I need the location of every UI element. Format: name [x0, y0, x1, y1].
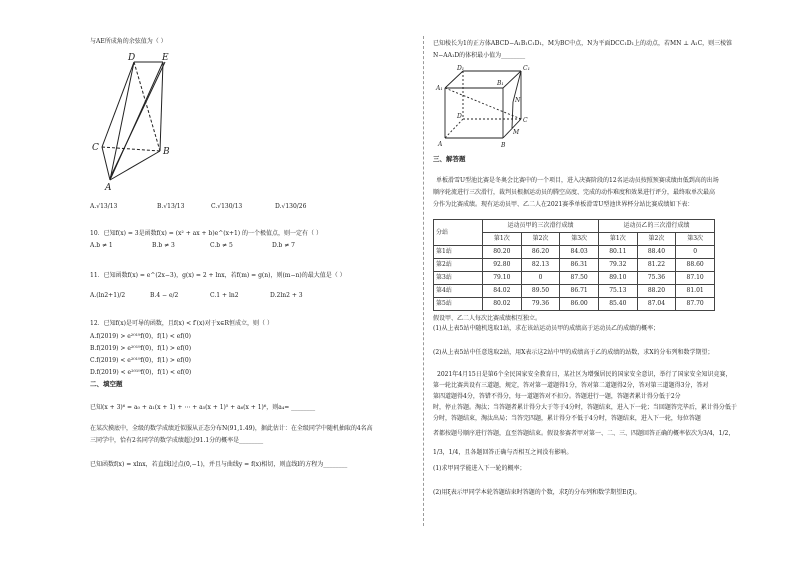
fill-15: 已知函数f(x) = xlnx，若直线l过点(0,−1)，并且与曲线y = f(x)相切，则直线l的方程为________: [90, 461, 348, 468]
p18-question-1: (1)求甲同学能进入下一轮的概率；: [433, 465, 526, 472]
label-c: C: [92, 143, 99, 153]
table-subheader: 第1次: [598, 233, 637, 246]
table-cell: 86.31: [560, 259, 599, 272]
q12-choice-b: B.f(2019) > e²⁰¹⁹f(0)，f(1) > ef(0): [90, 345, 192, 352]
p18-line7: 1/3，1/4，且各题回答正确与否相互之间没有影响。: [433, 449, 573, 456]
table-cell: 84.03: [560, 246, 599, 259]
edge-eb-2: [110, 62, 165, 178]
table-cell: 75.36: [637, 272, 676, 285]
p18-line3: 第四道题得4分，答错不得分，每一道题答对不扣分。答题进行一题，答题者累计得分低于2分: [433, 393, 681, 400]
section-answer-title: 三、解答题: [433, 155, 466, 163]
choice-b: B.√13/13: [157, 203, 185, 210]
edge-da: [110, 62, 134, 180]
label-a1: A₁: [436, 85, 443, 92]
label-n: N: [515, 97, 521, 104]
label-c: C: [523, 117, 528, 124]
p17-line2: 顺序轮流进行三次滑行，裁判员根据运动员的腾空高度、完成的动作难度和效果进行评分，最终取单次最高: [433, 189, 716, 196]
q16-line1: 已知棱长为1的正方体ABCD−A₁B₁C₁D₁，M为BC中点，N为平面DCC₁D₁上的动点，若MN ⊥ A₁C，则三棱锥: [433, 40, 733, 47]
table-cell: 86.00: [560, 298, 599, 311]
label-a: A: [438, 141, 443, 148]
table-row: [434, 298, 715, 311]
table-cell: 79.36: [521, 298, 560, 311]
label-b: B: [163, 147, 170, 157]
question-intro: 与AE所成角的余弦值为（ ）: [90, 38, 167, 45]
table-cell: 88.20: [637, 285, 676, 298]
label-b: B: [501, 142, 506, 149]
table-cell: 79.32: [598, 259, 637, 272]
q12-choice-a: A.f(2019) > e²⁰¹⁹f(0)，f(1) < ef(0): [90, 333, 191, 340]
table-cell: 80.11: [598, 246, 637, 259]
edge-c1b1: [503, 71, 521, 88]
table-row-label: 第1站: [434, 246, 483, 259]
p18-line6: 者都按题号顺序进行答题，直至答题结束。假设参赛者甲对第一、二、三、四题回答正确的概率依次为3/4，1/2，: [433, 430, 735, 437]
choice-d: D.√130/26: [275, 203, 307, 210]
table-cell: 0: [521, 272, 560, 285]
table-subheader: 第1次: [483, 233, 522, 246]
table-row: [434, 259, 715, 272]
cube-figure: [433, 64, 543, 150]
table-cell: 87.70: [676, 298, 715, 311]
label-m: M: [513, 129, 520, 136]
table-subheader: 第3次: [560, 233, 599, 246]
p18-line5: 分时，答题结束，淘汰出局；当答完四题，累计得分不低于4分时，答题结束，进入下一轮，每位答题: [433, 415, 701, 422]
table-header-station: 分站: [434, 220, 483, 246]
fill-14-line1: 在某次摸底中，全级的数学成绩近似服从正态分布N(91,1.49)，据此估计：在全级同学中随机抽取的4名高: [90, 425, 373, 432]
label-b1: B₁: [497, 80, 504, 87]
p17-line3: 分作为比赛成绩。现有运动员甲、乙二人在2021赛季单板滑雪U型池世界杯分站比赛成绩如下表：: [433, 201, 694, 208]
table-cell: 85.40: [598, 298, 637, 311]
edge-da: [445, 119, 463, 138]
p17-question-2: (2)从上表5站中任意选取2站，用X表示这2站中甲的成绩高于乙的成绩的站数，求X的分布列和数学期望；: [433, 349, 714, 356]
table-cell: 86.20: [521, 246, 560, 259]
table-subheader: 第2次: [637, 233, 676, 246]
edge-dc: [102, 62, 134, 147]
table-row-label: 第5站: [434, 298, 483, 311]
fill-14-line2: 三同学中，恰有2名同学的数学成绩超过91.1分的概率是________: [90, 437, 264, 444]
table-cell: 81.01: [676, 285, 715, 298]
edge-cb: [102, 147, 160, 151]
label-d: D: [457, 113, 462, 120]
table-cell: 79.10: [483, 272, 522, 285]
section-fill-title: 二、填空题: [90, 380, 123, 388]
label-c1: C₁: [523, 65, 530, 72]
q10-choice-d: D.b ≠ 7: [272, 242, 296, 249]
edge-ba: [110, 151, 160, 180]
table-cell: 92.80: [483, 259, 522, 272]
table-cell: 89.10: [598, 272, 637, 285]
q10-stem: 10．已知f(x) = 3是函数f(x) = (x² + ax + b)e^(x+1) 的一个极值点，则一定有（ ）: [90, 230, 322, 237]
edge-db: [134, 62, 160, 151]
table-cell: 81.22: [637, 259, 676, 272]
table-cell: 88.60: [676, 259, 715, 272]
table-cell: 80.02: [483, 298, 522, 311]
q12-choice-d: D.f(2019) < e²⁰¹⁹f(0)，f(1) < ef(0): [90, 369, 192, 376]
fill-13: 已知(x + 3)⁶ = a₀ + a₁(x + 1) + ⋯ + a₅(x + 1)⁵ + a₆(x + 1)⁶，则a₄= ________: [90, 404, 316, 411]
table-cell: 0: [676, 246, 715, 259]
table-cell: 87.04: [637, 298, 676, 311]
p17-assumption: 假设甲、乙二人每次比赛成绩相互独立。: [433, 315, 542, 322]
label-d: D: [128, 53, 136, 63]
table-cell: 75.13: [598, 285, 637, 298]
q12-stem: 12．已知f(x)是可导的函数，且f(x) < f′(x)对于x∈R恒成立，则（ ）: [90, 320, 273, 327]
edge-d1a1: [445, 71, 463, 88]
q12-choice-c: C.f(2019) < e²⁰¹⁹f(0)，f(1) > ef(0): [90, 357, 192, 364]
choice-c: C.√130/13: [211, 203, 243, 210]
table-row-label: 第4站: [434, 285, 483, 298]
table-row: [434, 272, 715, 285]
edge-nm: [512, 102, 513, 128]
q11-choice-d: D.2ln2 + 3: [270, 292, 303, 299]
q10-choice-b: B.b ≠ 3: [152, 242, 175, 249]
table-cell: 80.20: [483, 246, 522, 259]
p17-question-1: (1)从上表5站中随机选取1站，求在该站运动员甲的成绩高于运动员乙的成绩的概率；: [433, 325, 660, 332]
table-row-label: 第3站: [434, 272, 483, 285]
edge-ca: [102, 147, 110, 180]
table-row: [434, 246, 715, 259]
table-cell: 84.02: [483, 285, 522, 298]
q11-stem: 11．已知函数f(x) = e^(2x−3)，g(x) = 2 + lnx，若f(m) = g(n)，则(m−n)的最大值是（ ）: [90, 272, 346, 279]
p18-line2: 第一轮比赛共设有三道题，规定，答对第一道题得1分，答对第二道题得2分，答对第三道题得3分，答对: [433, 382, 709, 389]
table-subheader: 第3次: [676, 233, 715, 246]
table-cell: 87.10: [676, 272, 715, 285]
table-row-label: 第2站: [434, 259, 483, 272]
table-header-a: 运动员甲的三次滑行成绩: [483, 220, 599, 233]
label-d1: D₁: [457, 65, 465, 72]
q11-choice-a: A.(ln2+1)/2: [90, 292, 126, 299]
table-cell: 87.50: [560, 272, 599, 285]
column-divider: [423, 36, 424, 526]
table-header-b: 运动员乙的三次滑行成绩: [598, 220, 714, 233]
p17-line1: 单板滑雪U型池比赛是冬奥会比赛中的一个项目，进入决赛阶段的12名运动员按照预赛成绩由低到高的出场: [436, 177, 719, 184]
q16-line2: N−AA₁D的体积最小值为________: [433, 52, 526, 59]
label-e: E: [162, 53, 169, 63]
table-subheader: 第2次: [521, 233, 560, 246]
table-header-row: [434, 220, 715, 233]
table-row: [434, 285, 715, 298]
q10-choice-c: C.b ≠ 5: [210, 242, 233, 249]
p18-question-2: (2)用ξ表示甲同学本轮答题结束时答题的个数，求ξ的分布列和数学期望E(ξ)。: [433, 489, 641, 496]
table-cell: 86.71: [560, 285, 599, 298]
table-cell: 82.13: [521, 259, 560, 272]
choice-a: A.√13/13: [90, 203, 118, 210]
q10-choice-a: A.b ≠ 1: [90, 242, 113, 249]
table-cell: 88.40: [637, 246, 676, 259]
q11-choice-c: C.1 + ln2: [210, 292, 239, 299]
q11-choice-b: B.4 − e/2: [150, 292, 179, 299]
p18-line1: 2021年4月15日是第6个全民国家安全教育日，某社区为增强居民的国家安全意识，举行了国家安全知识竞赛，: [437, 371, 732, 378]
table-cell: 89.50: [521, 285, 560, 298]
score-table: [433, 219, 715, 311]
p18-line4: 时，停止答题。淘汰；当答题者累计得分大于等于4分时，答题结束，进入下一轮；当回题答完毕后，累计得分低于: [433, 404, 737, 411]
edge-eb: [160, 62, 163, 151]
label-a: A: [105, 183, 112, 193]
prism-figure: [90, 50, 190, 193]
